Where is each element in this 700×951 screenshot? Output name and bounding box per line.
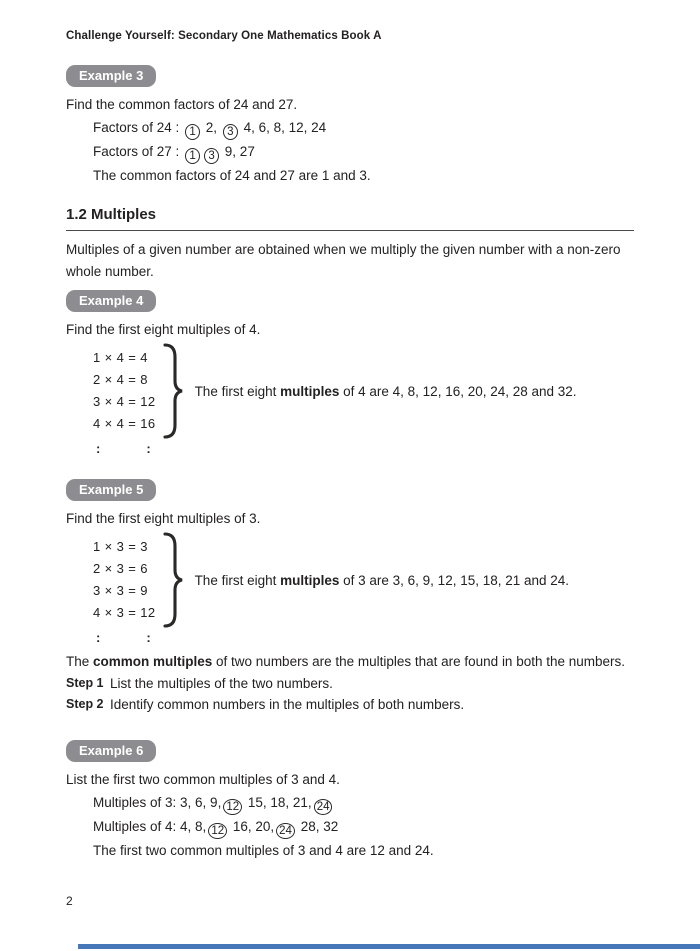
multiples-of-4-line — [93, 815, 434, 839]
result-bold-word: multiples — [280, 383, 340, 399]
equation-line: 2 × 4 = 8 — [93, 372, 148, 387]
circled-number: 1 — [185, 148, 200, 164]
circled-number: 24 — [276, 823, 295, 839]
equation-column — [93, 347, 156, 435]
step-label: Step 2 — [66, 697, 104, 711]
example-3-question: Find the common factors of 24 and 27. — [66, 97, 298, 112]
circled-number: 1 — [185, 124, 200, 140]
example-4-badge: Example 4 — [66, 290, 156, 312]
dots: : — [146, 630, 151, 645]
equation-line: 1 × 4 = 4 — [93, 350, 148, 365]
result-text: The first eight — [194, 383, 281, 399]
example-6-block — [66, 740, 434, 862]
example-5-result — [195, 573, 569, 588]
text-segment: Factors of 27 : — [93, 144, 184, 159]
text-segment: 2, — [202, 120, 221, 135]
step-text: List the multiples of the two numbers. — [110, 676, 333, 691]
page-number: 2 — [66, 894, 73, 908]
example-6-badge: Example 6 — [66, 740, 156, 762]
step-row — [66, 673, 641, 694]
example-3-block — [66, 65, 371, 187]
text-segment: 9, 27 — [221, 144, 255, 159]
example-6-question: List the first two common multiples of 3 and 4. — [66, 772, 340, 787]
circled-number: 3 — [204, 148, 219, 164]
factors-of-27-line — [93, 140, 371, 164]
text-segment: 4, 6, 8, 12, 24 — [239, 120, 327, 135]
dots: : — [96, 630, 101, 645]
continuation-dots — [93, 628, 569, 648]
dots: : — [96, 441, 101, 456]
example-4-working — [93, 343, 577, 439]
section-heading: 1.2 Multiples — [66, 206, 634, 231]
right-brace-icon — [162, 343, 184, 439]
step-row — [66, 694, 641, 715]
circled-number: 24 — [314, 799, 333, 815]
equation-line: 2 × 3 = 6 — [93, 561, 148, 576]
circled-number: 3 — [223, 124, 238, 140]
definition-text: of two numbers are the multiples that are found in both the numbers. — [212, 654, 626, 669]
example-3-badge: Example 3 — [66, 65, 156, 87]
example-6-conclusion: The first two common multiples of 3 and 4 are 12 and 24. — [93, 843, 434, 858]
example-3-conclusion: The common factors of 24 and 27 are 1 and 3. — [93, 168, 371, 183]
multiples-of-3-line — [93, 791, 434, 815]
result-bold-word: multiples — [280, 572, 340, 588]
text-segment: 15, 18, 21, — [244, 795, 312, 810]
example-4-result — [195, 384, 577, 399]
equation-line: 4 × 3 = 12 — [93, 605, 156, 620]
example-4-question: Find the first eight multiples of 4. — [66, 322, 261, 337]
running-header: Challenge Yourself: Secondary One Mathematics Book A — [66, 30, 382, 42]
equation-line: 3 × 3 = 9 — [93, 583, 148, 598]
example-5-block — [66, 479, 569, 648]
example-5-working — [93, 532, 569, 628]
circled-number: 12 — [223, 799, 242, 815]
text-segment: Multiples of 3: 3, 6, 9, — [93, 795, 222, 810]
example-4-block — [66, 290, 577, 459]
continuation-dots — [93, 439, 577, 459]
text-segment: 16, 20, — [229, 819, 275, 834]
equation-column — [93, 536, 156, 624]
example-5-badge: Example 5 — [66, 479, 156, 501]
result-text: of 4 are 4, 8, 12, 16, 20, 24, 28 and 32. — [339, 383, 577, 399]
definition-bold: common multiples — [93, 654, 213, 669]
right-brace-icon — [162, 532, 184, 628]
step-label: Step 1 — [66, 676, 104, 690]
section-1-2 — [66, 206, 634, 283]
result-text: of 3 are 3, 6, 9, 12, 15, 18, 21 and 24. — [339, 572, 570, 588]
factors-of-24-line — [93, 116, 371, 140]
equation-line: 4 × 4 = 16 — [93, 416, 156, 431]
footer-accent-bar — [78, 944, 700, 949]
steps-list — [66, 673, 641, 715]
equation-line: 1 × 3 = 3 — [93, 539, 148, 554]
section-paragraph: Multiples of a given number are obtained when we multiply the given number with a non-zero whole number. — [66, 242, 621, 279]
step-text: Identify common numbers in the multiples of both numbers. — [110, 697, 465, 712]
example-5-question: Find the first eight multiples of 3. — [66, 511, 261, 526]
text-segment: Factors of 24 : — [93, 120, 184, 135]
text-segment: Multiples of 4: 4, 8, — [93, 819, 207, 834]
common-multiples-definition — [66, 651, 641, 673]
circled-number: 12 — [208, 823, 227, 839]
text-segment: 28, 32 — [296, 819, 339, 834]
result-text: The first eight — [194, 572, 281, 588]
common-multiples-block — [66, 651, 641, 715]
dots: : — [146, 441, 151, 456]
definition-text: The — [66, 654, 94, 669]
equation-line: 3 × 4 = 12 — [93, 394, 156, 409]
